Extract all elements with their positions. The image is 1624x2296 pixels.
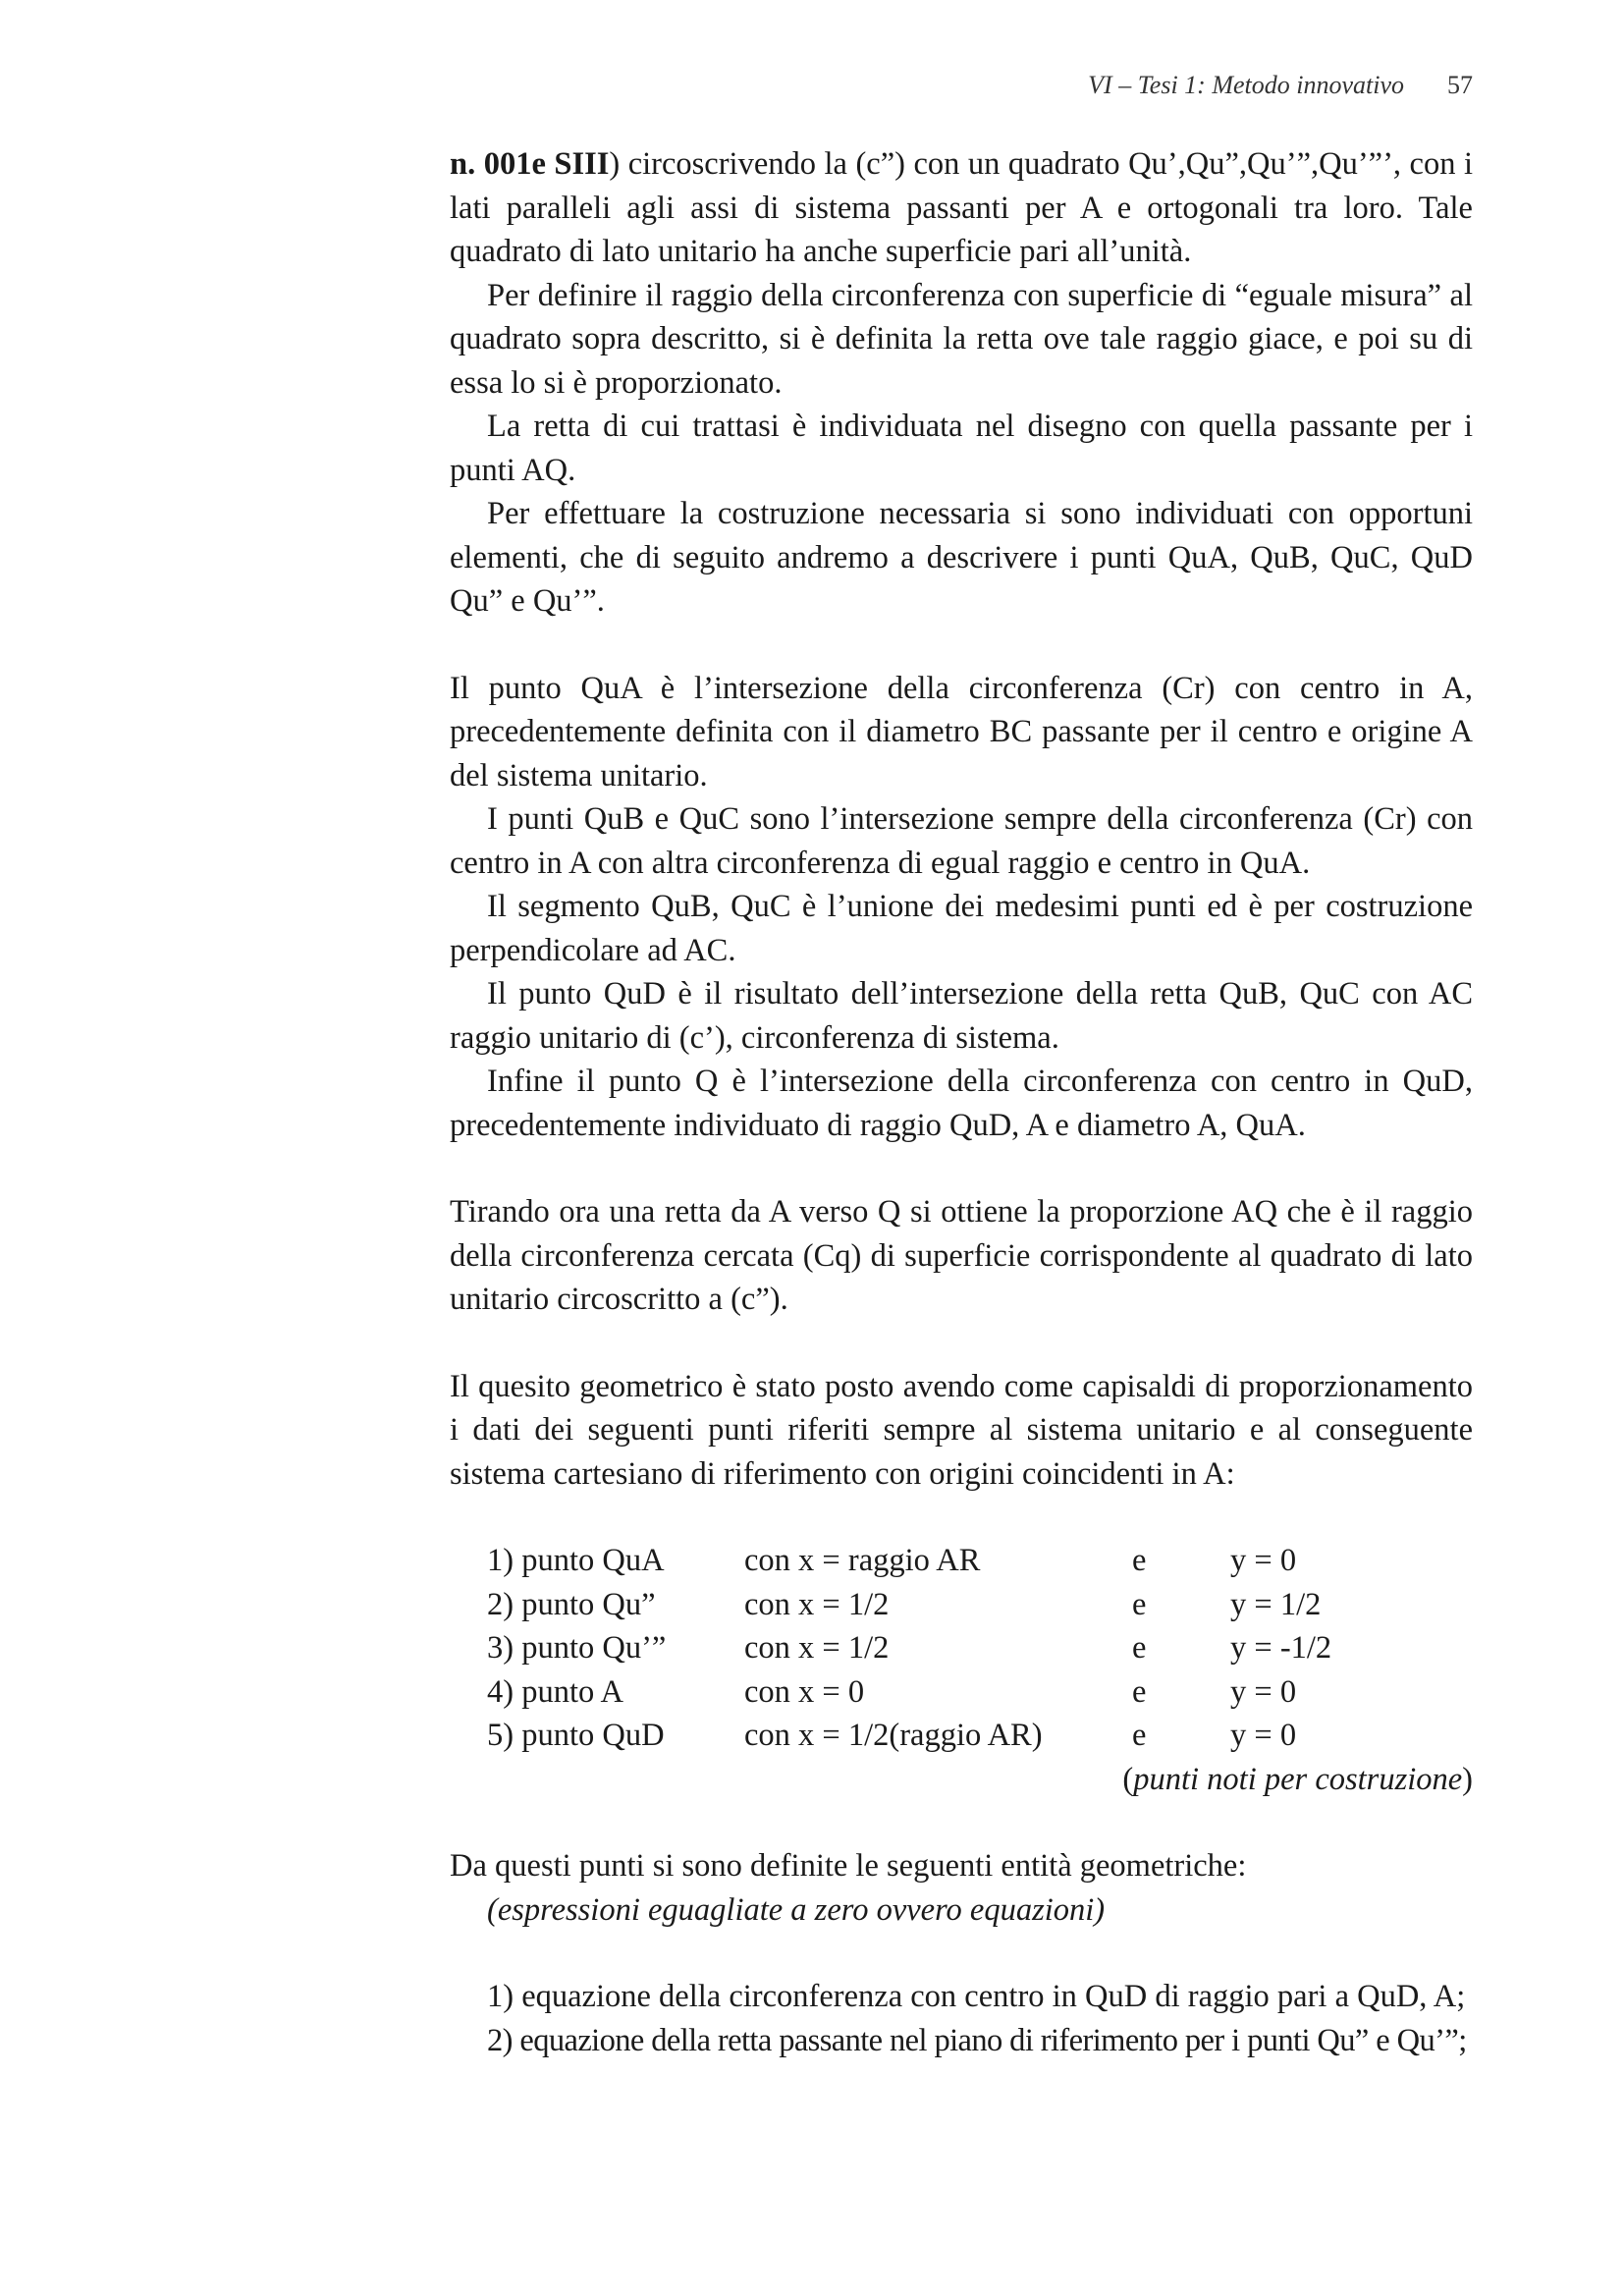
point-y: y = 0 xyxy=(1230,1543,1297,1578)
point-y: y = 0 xyxy=(1230,1718,1297,1753)
point-label: 2) punto Qu” xyxy=(487,1586,656,1622)
definitions-note: (espressioni eguagliate a zero ovvero equazioni) xyxy=(487,1891,1106,1928)
paragraph-3: La retta di cui trattasi è individuata nel disegno con quella passante per i punti AQ. xyxy=(450,409,1473,488)
list-item: 1) equazione della circonferenza con centro in QuD di raggio pari a QuD, A; xyxy=(487,1979,1466,2014)
point-x: con x = 1/2(raggio AR) xyxy=(744,1718,1043,1753)
point-conjunction: e xyxy=(1132,1630,1147,1666)
page-body xyxy=(450,142,1473,2062)
point-label: 4) punto A xyxy=(487,1673,624,1710)
paragraph-6: I punti QuB e QuC sono l’intersezione sempre della circonferenza (Cr) con centro in A con altra circonferenza di egual raggio e centro in QuA. xyxy=(450,801,1473,881)
point-label: 1) punto QuA xyxy=(487,1543,665,1578)
points-table xyxy=(487,1539,1427,1758)
paragraph-1-text: ) circoscrivendo la (c”) con un quadrato Qu’,Qu”,Qu’”,Qu’”’, con i lati paralleli agli assi di sistema passanti per A e ortogonali tra loro. Tale quadrato di lato unitario ha anche superficie pari all’unità. xyxy=(450,146,1473,269)
point-label: 3) punto Qu’” xyxy=(487,1630,667,1666)
point-y: y = 0 xyxy=(1230,1673,1297,1710)
point-y: y = -1/2 xyxy=(1230,1630,1332,1666)
point-y: y = 1/2 xyxy=(1230,1586,1322,1622)
point-conjunction: e xyxy=(1132,1586,1147,1622)
point-x: con x = 0 xyxy=(744,1673,865,1710)
point-x: con x = raggio AR xyxy=(744,1543,981,1578)
equations-list xyxy=(487,1975,1473,2062)
paragraph-5: Il punto QuA è l’intersezione della circonferenza (Cr) con centro in A, precedentemente definita con il diametro BC passante per il centro e origine A del sistema unitario. xyxy=(450,670,1473,793)
table-row xyxy=(487,1583,1427,1627)
paragraph-8: Il punto QuD è il risultato dell’intersezione della retta QuB, QuC con AC raggio unitario di (c’), circonferenza di sistema. xyxy=(450,976,1473,1056)
paragraph-9: Infine il punto Q è l’intersezione della circonferenza con centro in QuD, precedentemente individuato di raggio QuD, A e diametro A, QuA. xyxy=(450,1064,1473,1143)
page-number: 57 xyxy=(1447,71,1473,99)
point-label: 5) punto QuD xyxy=(487,1718,665,1753)
reference-code: n. 001e SIII xyxy=(450,146,610,182)
paragraph-11: Il quesito geometrico è stato posto avendo come capisaldi di proporzionamento i dati dei seguenti punti riferiti sempre al sistema unitario e al conseguente sistema cartesiano di riferimento con origini coincidenti in A: xyxy=(450,1368,1473,1492)
definitions-intro: Da questi punti si sono definite le seguenti entità geometriche: xyxy=(450,1848,1247,1884)
running-title: VI – Tesi 1: Metodo innovativo xyxy=(1088,71,1404,99)
paragraph-7: Il segmento QuB, QuC è l’unione dei medesimi punti ed è per costruzione perpendicolare ad AC. xyxy=(450,889,1473,968)
point-conjunction: e xyxy=(1132,1673,1147,1710)
point-x: con x = 1/2 xyxy=(744,1586,890,1622)
table-row xyxy=(487,1539,1427,1583)
note-text: punti noti per costruzione xyxy=(1133,1761,1463,1797)
note-close-paren: ) xyxy=(1462,1761,1473,1797)
point-conjunction: e xyxy=(1132,1718,1147,1753)
point-x: con x = 1/2 xyxy=(744,1630,890,1666)
table-row xyxy=(487,1626,1427,1670)
running-head xyxy=(450,71,1473,100)
note-open-paren: ( xyxy=(1122,1761,1134,1797)
point-conjunction: e xyxy=(1132,1543,1147,1578)
table-row xyxy=(487,1670,1427,1715)
list-item: 2) equazione della retta passante nel piano di riferimento per i punti Qu” e Qu’”; xyxy=(487,2022,1467,2058)
paragraph-10: Tirando ora una retta da A verso Q si ottiene la proporzione AQ che è il raggio della circonferenza cercata (Cq) di superficie corrispondente al quadrato di lato unitario circoscritto a (c”). xyxy=(450,1194,1473,1317)
paragraph-1 xyxy=(450,142,1473,274)
points-note xyxy=(450,1758,1473,1802)
paragraph-2: Per definire il raggio della circonferenza con superficie di “eguale misura” al quadrato sopra descritto, si è definita la retta ove tale raggio giace, e poi su di essa lo si è proporzionato. xyxy=(450,277,1473,401)
paragraph-4: Per effettuare la costruzione necessaria si sono individuati con opportuni elementi, che di seguito andremo a descrivere i punti QuA, QuB, QuC, QuD Qu” e Qu’”. xyxy=(450,496,1473,619)
table-row xyxy=(487,1714,1427,1758)
